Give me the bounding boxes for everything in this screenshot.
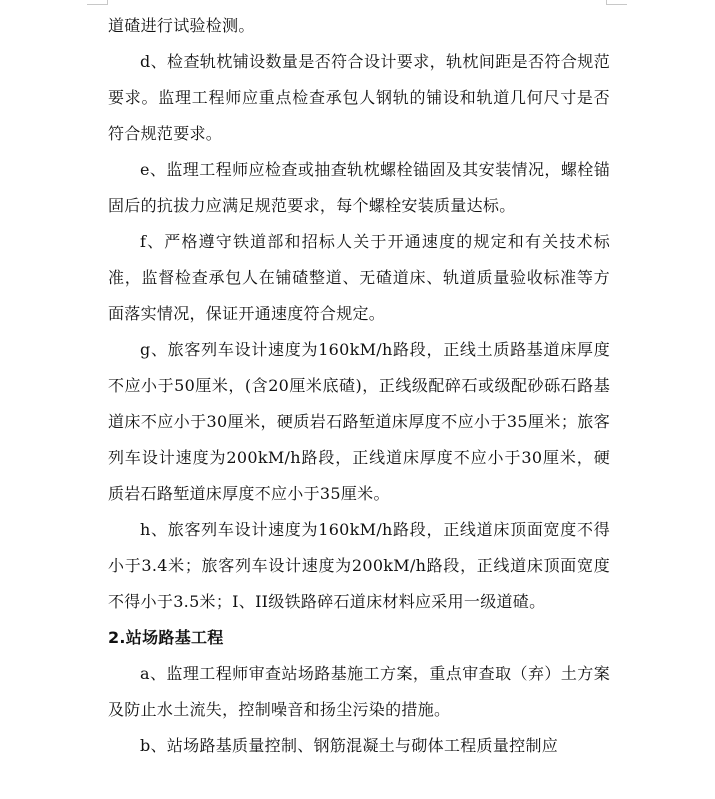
page-corner-mark-right [606, 0, 627, 5]
section-heading: 2.站场路基工程 [108, 628, 224, 647]
paragraph-item-a: a、监理工程师审查站场路基施工方案，重点审查取（弃）土方案及防止水土流失，控制噪音和扬尘污染的措施。 [108, 664, 610, 719]
paragraph-continuation: 道碴进行试验检测。 [108, 16, 255, 35]
paragraph-item-d: d、检查轨枕铺设数量是否符合设计要求，轨枕间距是否符合规范要求。监理工程师应重点检查承包人钢轨的铺设和轨道几何尺寸是否符合规范要求。 [108, 52, 610, 143]
paragraph-item-b: b、站场路基质量控制、钢筋混凝土与砌体工程质量控制应 [140, 736, 559, 755]
document-body [108, 8, 610, 764]
paragraph-item-h: h、旅客列车设计速度为160kM/h路段，正线道床顶面宽度不得小于3.4米；旅客列车设计速度为200kM/h路段，正线道床顶面宽度不得小于3.5米；I、II级铁路碎石道床材料应采用一级道碴。 [108, 520, 610, 611]
page-corner-mark-left [87, 0, 108, 5]
paragraph-item-g: g、旅客列车设计速度为160kM/h路段，正线土质路基道床厚度不应小于50厘米，(含20厘米底碴)，正线级配碎石或级配砂砾石路基道床不应小于30厘米，硬质岩石路堑道床厚度不应小于35厘米；旅客列车设计速度为200kM/h路段，正线道床厚度不应小于30厘米，硬质岩石路堑道床厚度不应小于35厘米。 [108, 340, 610, 503]
paragraph-item-f: f、严格遵守铁道部和招标人关于开通速度的规定和有关技术标准，监督检查承包人在铺碴整道、无碴道床、轨道质量验收标准等方面落实情况，保证开通速度符合规定。 [108, 232, 610, 323]
paragraph-item-e: e、监理工程师应检查或抽查轨枕螺栓锚固及其安装情况，螺栓锚固后的抗拔力应满足规范要求，每个螺栓安装质量达标。 [108, 160, 610, 215]
